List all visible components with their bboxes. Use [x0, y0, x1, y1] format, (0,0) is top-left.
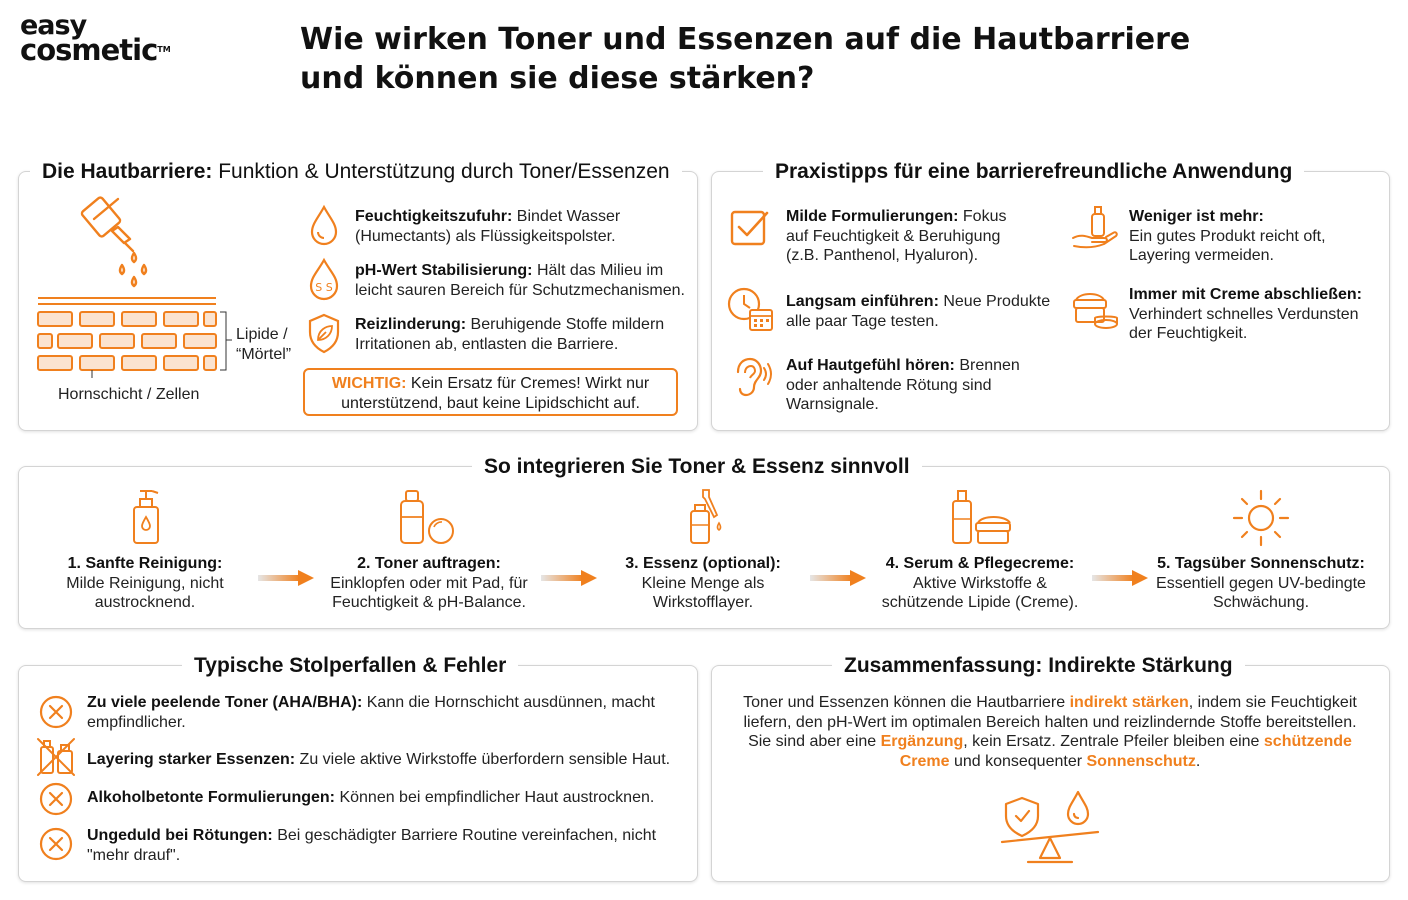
pitfalls-panel-title: Typische Stolperfallen & Fehler [182, 653, 518, 679]
tips-panel-title: Praxistipps für eine barrierefreundliche Anwendung [763, 159, 1304, 185]
cream-jar-icon [1070, 286, 1120, 330]
highlight-cream: schützende Creme [899, 733, 1352, 770]
hand-bottle-icon [1070, 204, 1120, 252]
pitfall-alcohol: Alkoholbetonte Formulierungen: Können bei empfindlicher Haut austrocknen. [87, 789, 655, 806]
barrier-item-ph: pH-Wert Stabilisierung: Hält das Milieu im leicht sauren Bereich für Schutzmechanismen. [355, 262, 685, 299]
highlight-sunscreen: Sonnenschutz [1086, 752, 1196, 770]
toner-bottle-icon [396, 487, 460, 547]
x-circle-icon [38, 781, 74, 817]
ear-icon [730, 356, 774, 398]
pitfall-layering: Layering starker Essenzen: Zu viele aktive Wirkstoffe überfordern sensible Haut. [87, 751, 671, 768]
logo-trademark: TM [157, 45, 171, 54]
crossed-bottles-icon [36, 737, 76, 777]
page-title: Wie wirken Toner und Essenzen auf die Hautbarriere und können sie diese stärken? [300, 22, 1191, 96]
routine-step-4: 4. Serum & Pflegecreme: Aktive Wirkstoffe & schützende Lipide (Creme). [881, 555, 1079, 611]
warning-box: WICHTIG: Kein Ersatz für Cremes! Wirkt nur unterstützend, baut keine Lipidschicht auf. [303, 368, 678, 416]
step-arrow-2 [541, 570, 597, 586]
tip-finish-cream: Immer mit Creme abschließen: Verhindert schnelles Verdunsten der Feuchtigkeit. [1129, 286, 1362, 342]
logo-line-2: cosmetic™ [20, 33, 171, 67]
routine-step-2: 2. Toner auftragen: Einklopfen oder mit Pad, für Feuchtigkeit & pH-Balance. [330, 555, 528, 611]
brand-logo [20, 10, 190, 74]
label-lipids: Lipide / “Mörtel” [236, 326, 292, 363]
x-circle-icon [38, 826, 74, 862]
tip-listen-skin: Auf Hautgefühl hören: Brennen oder anhaltende Rötung sind Warnsignale. [786, 357, 1020, 413]
svg-text:S S: S S [315, 281, 333, 294]
summary-panel-title: Zusammenfassung: Indirekte Stärkung [832, 653, 1245, 679]
leaf-shield-icon [306, 312, 342, 354]
barrier-item-soothing: Reizlinderung: Beruhigende Stoffe mildern Irritationen ab, entlasten die Barriere. [355, 316, 665, 353]
routine-step-1: 1. Sanfte Reinigung: Milde Reinigung, nicht austrocknend. [66, 555, 224, 611]
tip-less-is-more: Weniger ist mehr: Ein gutes Produkt reicht oft, Layering vermeiden. [1129, 208, 1326, 264]
routine-step-5: 5. Tagsüber Sonnenschutz: Essentiell gegen UV-bedingte Schwächung. [1156, 555, 1366, 611]
sun-icon [1232, 489, 1290, 547]
logo-line-1: easy [20, 10, 87, 41]
step-arrow-3 [810, 570, 866, 586]
tip-introduce-slowly: Langsam einführen: Neue Produkte alle paar Tage testen. [786, 293, 1051, 330]
step-arrow-4 [1092, 570, 1148, 586]
routine-panel-title: So integrieren Sie Toner & Essenz sinnvoll [472, 454, 922, 480]
drop-icon [308, 204, 340, 246]
barrier-item-moisture: Feuchtigkeitszufuhr: Bindet Wasser (Humectants) als Flüssigkeitspolster. [355, 208, 621, 245]
serum-cream-icon [948, 487, 1014, 547]
label-cells: Hornschicht / Zellen [58, 386, 200, 403]
bottle-drops-icon [78, 193, 168, 293]
tip-mild-formulas: Milde Formulierungen: Fokus auf Feuchtigkeit & Beruhigung (z.B. Panthenol, Hyaluron). [786, 208, 1007, 264]
clock-calendar-icon [726, 286, 776, 332]
checkbox-icon [729, 207, 771, 247]
summary-text: Toner und Essenzen können die Hautbarriere indirekt stärken, indem sie Feuchtigkeit liefern, den pH-Wert im optimalen Bereich halten und reizlindernde Stoffe bereitstellen. Sie sind aber eine Ergänzung, kein Ersatz. Zentrale Pfeiler bleiben eine schützende Creme und konsequenter Sonnenschutz. [743, 694, 1357, 770]
skin-wall-icon [36, 296, 232, 378]
pitfall-peeling-toners: Zu viele peelende Toner (AHA/BHA): Kann die Hornschicht ausdünnen, macht empfindlicher. [87, 694, 655, 731]
shield-drop-balance-icon [998, 788, 1102, 868]
dropper-bottle-icon [683, 487, 727, 547]
ph-drop-icon [306, 257, 342, 301]
highlight-complement: Ergänzung [880, 733, 964, 750]
barrier-panel-title: Die Hautbarriere: Funktion & Unterstützung durch Toner/Essenzen [30, 159, 682, 185]
x-circle-icon [38, 694, 74, 730]
step-arrow-1 [258, 570, 314, 586]
pump-bottle-icon [126, 487, 166, 547]
routine-step-3: 3. Essenz (optional): Kleine Menge als Wirkstofflayer. [625, 555, 781, 611]
pitfall-impatience: Ungeduld bei Rötungen: Bei geschädigter Barriere Routine vereinfachen, nicht "mehr drauf". [87, 827, 657, 864]
highlight-indirect: indirekt stärken [1069, 694, 1189, 711]
